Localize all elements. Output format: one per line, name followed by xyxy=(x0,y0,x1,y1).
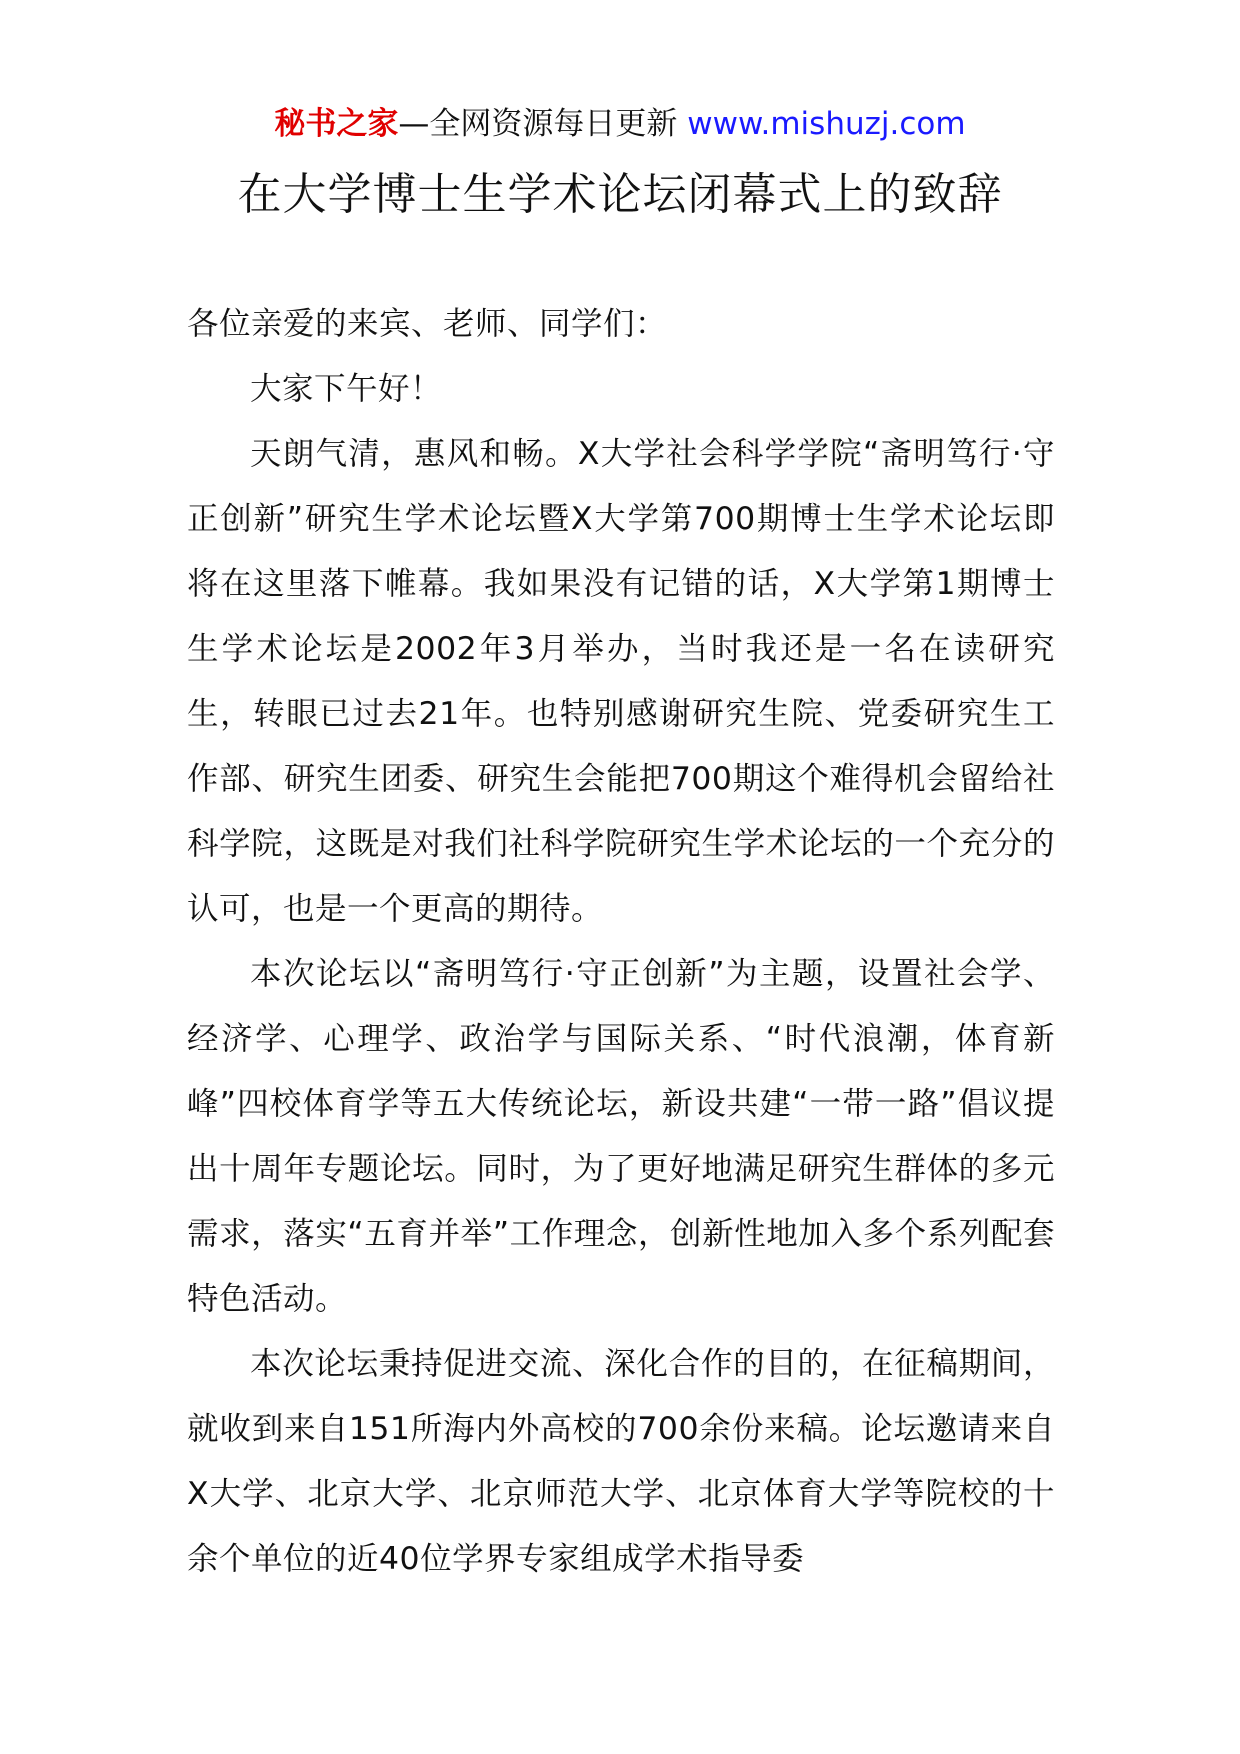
header-tagline: —全网资源每日更新 xyxy=(398,106,678,142)
document-title: 在大学博士生学术论坛闭幕式上的致辞 xyxy=(237,169,1003,220)
paragraph-greeting: 大家下午好！ xyxy=(250,371,443,407)
paragraph-opening: 天朗气清，惠风和畅。X大学社会科学学院“斋明笃行·守正创新”研究生学术论坛暨X大学第700期博士生学术论坛即将在这里落下帷幕。我如果没有记错的话，X大学第1期博士生学术论坛是2002年3月举办，当时我还是一名在读研究生，转眼已过去21年。也特别感谢研究生院、党委研究生工作部、研究生团委、研究生会能把700期这个难得机会留给社科学院，这既是对我们社科学院研究生学术论坛的一个充分的认可，也是一个更高的期待。 xyxy=(187,436,1055,927)
document-body xyxy=(187,292,1055,1592)
salutation: 各位亲爱的来宾、老师、同学们： xyxy=(187,306,668,342)
paragraph-theme: 本次论坛以“斋明笃行·守正创新”为主题，设置社会学、经济学、心理学、政治学与国际关系、“时代浪潮，体育新峰”四校体育学等五大传统论坛，新设共建“一带一路”倡议提出十周年专题论坛。同时，为了更好地满足研究生群体的多元需求，落实“五育并举”工作理念，创新性地加入多个系列配套特色活动。 xyxy=(187,956,1055,1317)
paragraph-submissions: 本次论坛秉持促进交流、深化合作的目的，在征稿期间，就收到来自151所海内外高校的700余份来稿。论坛邀请来自X大学、北京大学、北京师范大学、北京体育大学等院校的十余个单位的近40位学界专家组成学术指导委 xyxy=(187,1346,1055,1577)
header-banner xyxy=(0,102,1240,146)
site-url-link[interactable]: www.mishuzj.com xyxy=(687,106,966,142)
brand-name: 秘书之家 xyxy=(274,106,399,142)
